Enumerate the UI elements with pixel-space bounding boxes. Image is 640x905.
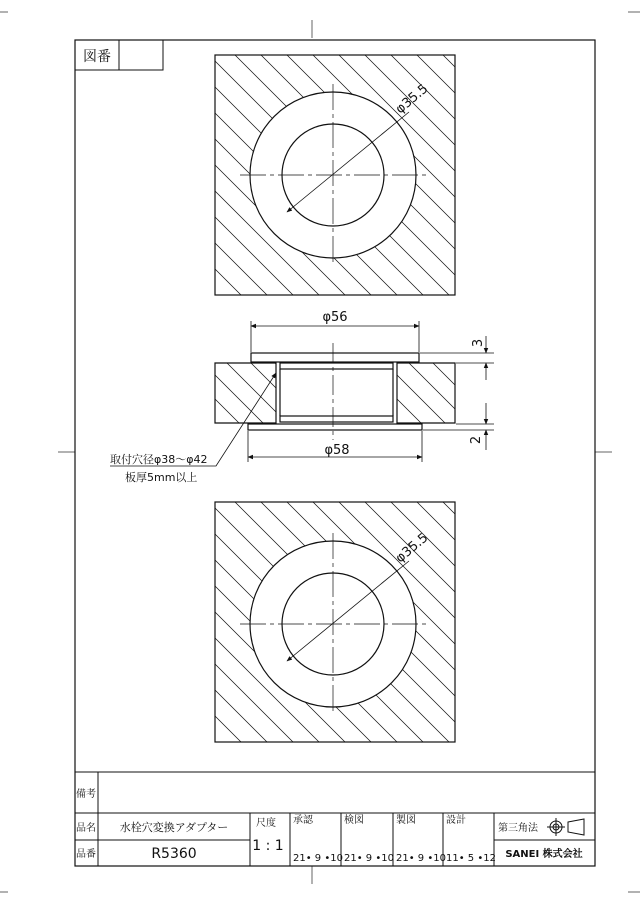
section-plate-right bbox=[397, 363, 455, 423]
hatch-line bbox=[339, 502, 579, 742]
hatch-line bbox=[417, 502, 640, 742]
drawn-date: 21• 9 •10 bbox=[396, 853, 446, 864]
hatch-line bbox=[385, 363, 445, 423]
scale-value: 1 : 1 bbox=[252, 838, 284, 854]
note-line-1: 取付穴径φ38～φ42 bbox=[110, 453, 208, 466]
hatch-line bbox=[157, 502, 397, 742]
check-label: 検図 bbox=[344, 815, 364, 826]
section-hatching-left bbox=[155, 363, 383, 423]
design-label: 設計 bbox=[446, 815, 466, 826]
name-label: 品名 bbox=[76, 823, 96, 834]
adapter-bottom-flange bbox=[248, 424, 422, 430]
hatch-line bbox=[547, 55, 640, 295]
approval-label: 承認 bbox=[293, 815, 313, 826]
bottom-view bbox=[0, 502, 640, 742]
hatch-line bbox=[251, 363, 311, 423]
hatch-line bbox=[323, 363, 383, 423]
hatch-line bbox=[573, 502, 640, 742]
hatch-line bbox=[203, 363, 263, 423]
approval-date: 21• 9 •10 bbox=[293, 853, 343, 864]
hatch-line bbox=[443, 55, 640, 295]
drawing-number-box bbox=[75, 40, 163, 70]
company-name: SANEI 株式会社 bbox=[505, 849, 583, 860]
hatch-line bbox=[235, 502, 475, 742]
hatch-line bbox=[573, 55, 640, 295]
hatch-line bbox=[27, 502, 267, 742]
hatch-line bbox=[0, 55, 215, 295]
hatch-line bbox=[1, 55, 241, 295]
hatch-line bbox=[417, 55, 640, 295]
hatch-line bbox=[433, 363, 493, 423]
hatch-line bbox=[495, 55, 640, 295]
hatch-line bbox=[179, 363, 239, 423]
hatch-line bbox=[547, 502, 640, 742]
hatch-line bbox=[183, 502, 423, 742]
section-hatching-right bbox=[337, 363, 565, 423]
hatch-line bbox=[337, 363, 397, 423]
dim-top-width-label: φ56 bbox=[322, 310, 348, 325]
bottom-view-dim-label: φ35.5 bbox=[392, 530, 432, 567]
top-view-dim-label: φ35.5 bbox=[392, 81, 432, 118]
hatch-line bbox=[469, 502, 640, 742]
hatch-line bbox=[27, 55, 267, 295]
hatch-line bbox=[261, 502, 501, 742]
number-label: 品番 bbox=[76, 849, 96, 860]
design-date: 11• 5 •12 bbox=[446, 853, 496, 864]
sheet-tick-marks bbox=[0, 12, 640, 892]
section-view bbox=[110, 310, 565, 484]
top-view-dim-line bbox=[287, 112, 409, 212]
hatch-line bbox=[361, 363, 421, 423]
dim-flange-top-label: 3 bbox=[471, 338, 486, 348]
remarks-label: 備考 bbox=[76, 789, 96, 800]
third-angle-projection-icon bbox=[547, 818, 584, 836]
drawing-number-label: 図番 bbox=[83, 49, 111, 65]
dim-bottom-width-label: φ58 bbox=[324, 443, 350, 458]
hatch-line bbox=[599, 502, 640, 742]
check-date: 21• 9 •10 bbox=[344, 853, 394, 864]
hatch-line bbox=[1, 502, 241, 742]
hatch-line bbox=[625, 55, 640, 295]
hatch-line bbox=[155, 363, 215, 423]
top-view bbox=[0, 55, 640, 295]
hatch-line bbox=[409, 363, 469, 423]
hatch-line bbox=[443, 502, 640, 742]
number-value: R5360 bbox=[151, 846, 197, 862]
hatch-line bbox=[495, 502, 640, 742]
hatch-line bbox=[105, 502, 345, 742]
section-plate-left bbox=[215, 363, 276, 423]
hatch-line bbox=[505, 363, 565, 423]
hatch-line bbox=[275, 363, 335, 423]
name-value: 水栓穴変換アダプター bbox=[119, 821, 229, 834]
adapter-inner-top-ring bbox=[280, 363, 393, 369]
hatch-line bbox=[457, 363, 517, 423]
projection-label: 第三角法 bbox=[498, 823, 538, 834]
adapter-inner-bottom-ring bbox=[280, 416, 393, 422]
hatch-line bbox=[469, 55, 640, 295]
hatch-line bbox=[299, 363, 359, 423]
scale-label: 尺度 bbox=[256, 818, 276, 829]
dim-flange-bottom-label: 2 bbox=[469, 435, 484, 445]
note-line-2: 板厚5mm以上 bbox=[125, 471, 198, 484]
hatch-line bbox=[53, 502, 293, 742]
drawn-label: 製図 bbox=[396, 815, 416, 826]
hatch-line bbox=[521, 502, 640, 742]
adapter-top-flange bbox=[251, 353, 419, 362]
bottom-view-dim-line bbox=[287, 561, 409, 661]
hatch-line bbox=[79, 502, 319, 742]
hatch-line bbox=[625, 502, 640, 742]
hatch-line bbox=[227, 363, 287, 423]
hatch-line bbox=[521, 55, 640, 295]
hatch-line bbox=[599, 55, 640, 295]
hatch-line bbox=[365, 502, 605, 742]
hatch-line bbox=[481, 363, 541, 423]
hatch-line bbox=[0, 502, 215, 742]
